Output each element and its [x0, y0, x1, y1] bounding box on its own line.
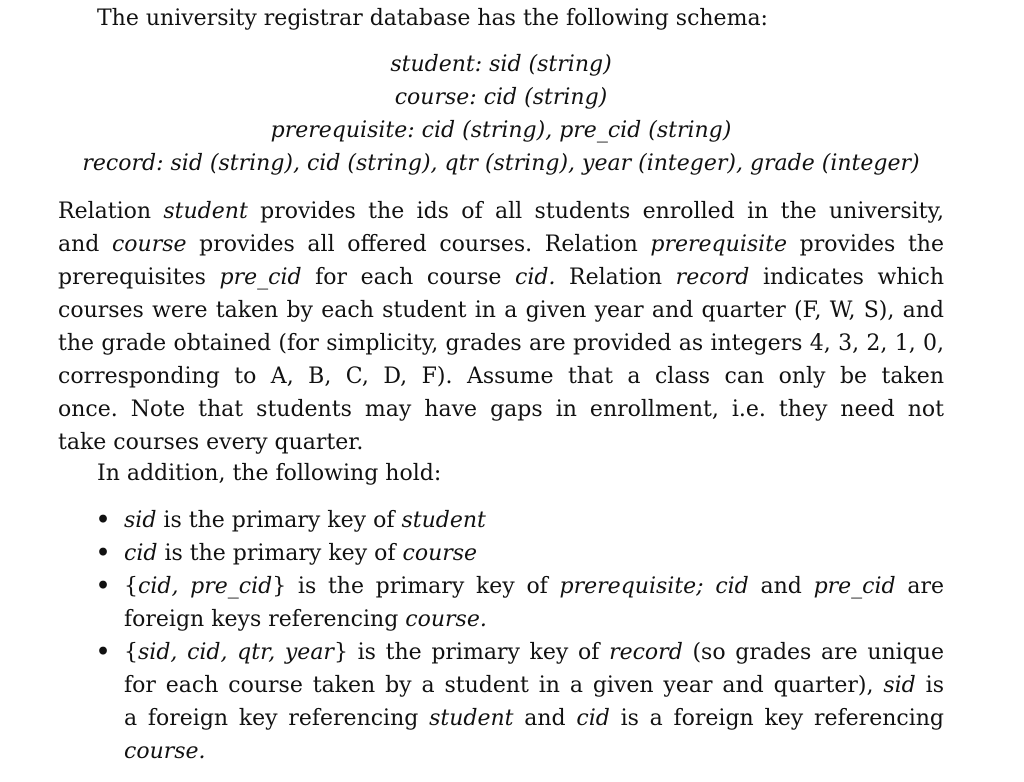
schema-course: course: cid (string) — [394, 85, 608, 110]
addition-heading: In addition, the following hold: — [97, 461, 442, 486]
list-item: • {cid, pre_cid} is the primary key of prerequisite; cid and pre_cid are foreign keys referencing course. — [96, 570, 944, 636]
intro-sentence: The university registrar database has the following schema: — [97, 6, 768, 31]
para-line: Relation student provides the ids of all students enrolled in the university, — [58, 199, 944, 224]
schema-student: student: sid (string) — [390, 52, 612, 77]
constraints-list — [96, 504, 944, 768]
bullet-icon: • — [96, 507, 111, 533]
list-item: • sid is the primary key of student — [96, 504, 944, 537]
schema-prerequisite: prerequisite: cid (string), pre_cid (string) — [270, 118, 732, 143]
schema-record: record: sid (string), cid (string), qtr (string), year (integer), grade (integer) — [82, 151, 920, 176]
para-line: and course provides all offered courses. Relation prerequisite provides the — [58, 232, 944, 257]
bullet-icon: • — [96, 540, 111, 566]
para-line: the grade obtained (for simplicity, grades are provided as integers 4, 3, 2, 1, 0, — [58, 331, 944, 356]
list-item: • cid is the primary key of course — [96, 537, 944, 570]
list-item: • {sid, cid, qtr, year} is the primary key of record (so grades are unique for each course taken by a student in a given year and quarter), sid is a foreign key referencing student and cid is a foreign key referencing course. — [96, 636, 944, 768]
para-line: once. Note that students may have gaps in enrollment, i.e. they need not — [58, 397, 944, 422]
bullet-icon: • — [96, 573, 111, 599]
para-line: prerequisites pre_cid for each course cid. Relation record indicates which — [58, 265, 944, 290]
relations-paragraph — [58, 195, 944, 459]
para-line: corresponding to A, B, C, D, F). Assume that a class can only be taken — [58, 364, 944, 389]
bullet-icon: • — [96, 639, 111, 665]
para-line: courses were taken by each student in a given year and quarter (F, W, S), and — [58, 298, 944, 323]
para-line: take courses every quarter. — [58, 430, 364, 455]
